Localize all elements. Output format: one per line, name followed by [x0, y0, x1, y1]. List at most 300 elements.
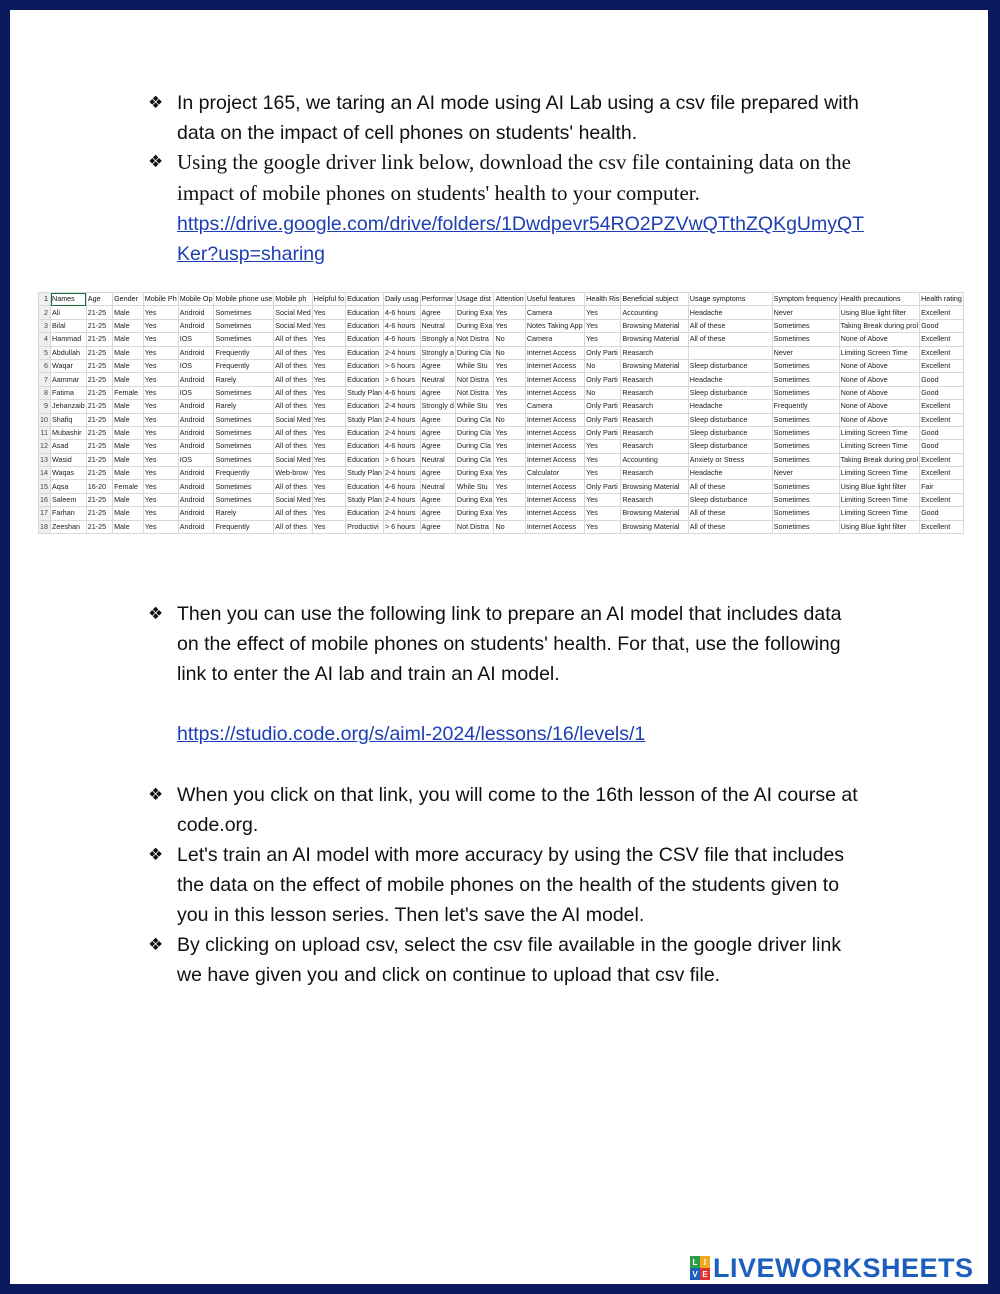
paragraph-train-model: Let's train an AI model with more accuracy by using the CSV file that includes the data on the effect of mobile phones on the health of the students given to you in this lesson series. Then let's save the AI model.: [177, 844, 845, 926]
table-cell: Good: [920, 373, 964, 386]
table-cell: Using Blue light filter: [839, 480, 920, 493]
table-cell: None of Above: [839, 333, 920, 346]
table-cell: Limiting Screen Time: [839, 507, 920, 520]
table-cell: Good: [920, 319, 964, 332]
table-cell: Education: [346, 319, 384, 332]
table-cell: Agree: [420, 426, 455, 439]
table-cell: 4-6 hours: [383, 306, 420, 319]
table-cell: No: [494, 413, 525, 426]
table-cell: Sometimes: [214, 453, 274, 466]
table-cell: Yes: [585, 493, 621, 506]
table-cell: None of Above: [839, 413, 920, 426]
table-cell: Yes: [143, 467, 178, 480]
table-cell: Headache: [688, 467, 772, 480]
table-cell: Not Distra: [455, 333, 494, 346]
row-number: 1: [39, 293, 51, 306]
table-cell: 2-4 hours: [383, 426, 420, 439]
table-cell: Male: [113, 453, 144, 466]
table-cell: Agree: [420, 413, 455, 426]
table-cell: Yes: [312, 520, 345, 533]
table-cell: Education: [346, 359, 384, 372]
header-cell: Daily usag: [383, 293, 420, 306]
diamond-bullet-icon: ❖: [148, 152, 164, 172]
table-cell: Headache: [688, 306, 772, 319]
table-cell: While Stu: [455, 480, 494, 493]
liveworksheets-wordmark: LIVEWORKSHEETS: [713, 1252, 974, 1283]
table-cell: Yes: [494, 426, 525, 439]
table-cell: All of thes: [274, 359, 313, 372]
table-cell: Sometimes: [772, 507, 839, 520]
table-cell: Waqar: [51, 359, 87, 372]
table-cell: Using Blue light filter: [839, 520, 920, 533]
table-cell: Yes: [494, 306, 525, 319]
table-cell: Sometimes: [772, 373, 839, 386]
table-cell: Asad: [51, 440, 87, 453]
table-cell: 21-25: [86, 467, 112, 480]
table-cell: All of thes: [274, 333, 313, 346]
table-cell: Frequently: [214, 346, 274, 359]
paragraph-project-intro: In project 165, we taring an AI mode using AI Lab using a csv file prepared with data on the impact of cell phones on students' health.: [177, 92, 859, 144]
paragraph-lesson-16: When you click on that link, you will come to the 16th lesson of the AI course at code.org.: [177, 784, 858, 836]
diamond-bullet-icon: ❖: [148, 935, 164, 955]
table-cell: All of these: [688, 480, 772, 493]
table-cell: Never: [772, 346, 839, 359]
table-cell: Internet Access: [525, 426, 584, 439]
table-row: [39, 507, 964, 520]
table-cell: Reasarch: [621, 426, 688, 439]
table-cell: Sometimes: [214, 306, 274, 319]
table-cell: Male: [113, 359, 144, 372]
table-cell: Yes: [312, 346, 345, 359]
table-cell: Camera: [525, 333, 584, 346]
table-cell: Yes: [494, 440, 525, 453]
table-cell: Yes: [143, 426, 178, 439]
table-cell: Yes: [494, 507, 525, 520]
table-cell: Male: [113, 400, 144, 413]
table-cell: > 6 hours: [383, 373, 420, 386]
table-cell: Headache: [688, 373, 772, 386]
table-cell: Sometimes: [214, 480, 274, 493]
table-cell: Yes: [143, 480, 178, 493]
table-cell: Never: [772, 467, 839, 480]
table-cell: Internet Access: [525, 480, 584, 493]
table-cell: Neutral: [420, 373, 455, 386]
header-cell: Helpful fo: [312, 293, 345, 306]
table-cell: Internet Access: [525, 386, 584, 399]
table-cell: Yes: [312, 373, 345, 386]
table-cell: Yes: [143, 440, 178, 453]
row-number: 12: [39, 440, 51, 453]
table-cell: Education: [346, 346, 384, 359]
table-cell: Male: [113, 373, 144, 386]
table-cell: Not Distra: [455, 373, 494, 386]
table-cell: Sometimes: [772, 359, 839, 372]
table-cell: Yes: [143, 386, 178, 399]
table-cell: While Stu: [455, 359, 494, 372]
studio-link-row: [148, 719, 868, 749]
table-cell: Male: [113, 440, 144, 453]
table-cell: Taking Break during prol: [839, 319, 920, 332]
header-cell: Gender: [113, 293, 144, 306]
table-cell: Study Plan: [346, 386, 384, 399]
table-cell: Education: [346, 426, 384, 439]
table-row: [39, 319, 964, 332]
table-cell: Limiting Screen Time: [839, 426, 920, 439]
table-cell: Internet Access: [525, 413, 584, 426]
table-cell: Sometimes: [214, 319, 274, 332]
table-cell: Education: [346, 440, 384, 453]
table-cell: No: [494, 333, 525, 346]
table-cell: 4-6 hours: [383, 440, 420, 453]
table-cell: Agree: [420, 386, 455, 399]
header-cell: Mobile phone use: [214, 293, 274, 306]
liveworksheets-logo: [690, 1253, 974, 1283]
table-cell: 21-25: [86, 333, 112, 346]
table-cell: Yes: [143, 359, 178, 372]
table-cell: Excellent: [920, 413, 964, 426]
table-cell: Sometimes: [772, 333, 839, 346]
row-number: 10: [39, 413, 51, 426]
table-cell: Camera: [525, 400, 584, 413]
table-cell: IOS: [178, 359, 214, 372]
table-cell: Fair: [920, 480, 964, 493]
table-cell: Agree: [420, 467, 455, 480]
table-cell: Yes: [312, 333, 345, 346]
table-row: [39, 493, 964, 506]
diamond-bullet-icon: ❖: [148, 845, 164, 865]
header-cell: Mobile ph: [274, 293, 313, 306]
table-cell: Male: [113, 413, 144, 426]
table-cell: Android: [178, 520, 214, 533]
table-cell: Limiting Screen Time: [839, 493, 920, 506]
table-cell: 21-25: [86, 346, 112, 359]
diamond-bullet-icon: ❖: [148, 785, 164, 805]
table-cell: Yes: [494, 386, 525, 399]
table-cell: Browsing Material: [621, 507, 688, 520]
table-cell: Female: [113, 386, 144, 399]
table-cell: Excellent: [920, 346, 964, 359]
table-cell: 4-6 hours: [383, 319, 420, 332]
table-cell: Taking Break during prol: [839, 453, 920, 466]
table-cell: Abdullah: [51, 346, 87, 359]
table-cell: Productivi: [346, 520, 384, 533]
row-number: 13: [39, 453, 51, 466]
table-cell: Accounting: [621, 453, 688, 466]
table-cell: Internet Access: [525, 493, 584, 506]
google-drive-link[interactable]: https://drive.google.com/drive/folders/1Dwdpevr54RO2PZVwQTthZQKgUmyQTKer?usp=sharing: [177, 213, 865, 265]
table-cell: Sometimes: [772, 440, 839, 453]
table-cell: Yes: [312, 413, 345, 426]
table-cell: Agree: [420, 520, 455, 533]
table-cell: Education: [346, 306, 384, 319]
row-number: 2: [39, 306, 51, 319]
table-cell: > 6 hours: [383, 359, 420, 372]
table-cell: 2-4 hours: [383, 507, 420, 520]
table-cell: Only Parti: [585, 346, 621, 359]
table-cell: Education: [346, 480, 384, 493]
table-cell: Sometimes: [772, 520, 839, 533]
row-number: 16: [39, 493, 51, 506]
table-cell: Reasarch: [621, 346, 688, 359]
header-cell: Performar: [420, 293, 455, 306]
table-cell: Reasarch: [621, 493, 688, 506]
table-cell: Sometimes: [772, 426, 839, 439]
table-cell: Good: [920, 426, 964, 439]
table-cell: Education: [346, 373, 384, 386]
table-cell: Yes: [585, 467, 621, 480]
table-cell: All of thes: [274, 400, 313, 413]
table-cell: Sometimes: [214, 440, 274, 453]
table-cell: Internet Access: [525, 453, 584, 466]
table-cell: Male: [113, 507, 144, 520]
table-cell: Excellent: [920, 400, 964, 413]
table-cell: Frequently: [214, 467, 274, 480]
table-cell: Strongly a: [420, 333, 455, 346]
table-cell: Excellent: [920, 467, 964, 480]
table-cell: Yes: [143, 520, 178, 533]
header-cell: Mobile Ph: [143, 293, 178, 306]
table-cell: Aammar: [51, 373, 87, 386]
table-cell: Notes Taking App: [525, 319, 584, 332]
table-cell: Sometimes: [214, 413, 274, 426]
table-row: [39, 333, 964, 346]
table-cell: All of thes: [274, 386, 313, 399]
badge-letter: V: [690, 1268, 700, 1280]
table-cell: Social Med: [274, 493, 313, 506]
table-cell: All of these: [688, 319, 772, 332]
table-cell: Accounting: [621, 306, 688, 319]
table-cell: Sometimes: [214, 426, 274, 439]
header-cell: Education: [346, 293, 384, 306]
table-cell: Agree: [420, 440, 455, 453]
table-cell: Yes: [312, 480, 345, 493]
table-cell: 21-25: [86, 306, 112, 319]
table-cell: Yes: [312, 319, 345, 332]
table-cell: Yes: [143, 346, 178, 359]
table-cell: Neutral: [420, 319, 455, 332]
table-cell: Camera: [525, 306, 584, 319]
table-cell: Browsing Material: [621, 359, 688, 372]
table-cell: None of Above: [839, 400, 920, 413]
table-cell: Aqsa: [51, 480, 87, 493]
table-cell: Sleep disturbance: [688, 426, 772, 439]
table-cell: Frequently: [214, 520, 274, 533]
table-cell: Yes: [312, 400, 345, 413]
table-cell: Not Distra: [455, 520, 494, 533]
table-cell: 21-25: [86, 319, 112, 332]
table-cell: Excellent: [920, 453, 964, 466]
bullet-project-intro: [148, 88, 868, 148]
table-cell: Yes: [143, 453, 178, 466]
table-cell: Sometimes: [772, 453, 839, 466]
table-cell: Male: [113, 493, 144, 506]
table-cell: During Cla: [455, 453, 494, 466]
table-cell: Wasid: [51, 453, 87, 466]
table-cell: Yes: [312, 493, 345, 506]
paragraph-prepare-model: Then you can use the following link to prepare an AI model that includes data on the effect of mobile phones on students' health. For that, use the following link to enter the AI lab and train an AI model.: [177, 603, 842, 685]
table-cell: 21-25: [86, 440, 112, 453]
table-cell: Internet Access: [525, 440, 584, 453]
table-cell: All of thes: [274, 440, 313, 453]
table-cell: Calculator: [525, 467, 584, 480]
table-cell: IOS: [178, 333, 214, 346]
table-cell: 21-25: [86, 426, 112, 439]
table-cell: IOS: [178, 386, 214, 399]
table-cell: Yes: [494, 400, 525, 413]
table-cell: Yes: [312, 386, 345, 399]
table-cell: 4-6 hours: [383, 333, 420, 346]
table-cell: 2-4 hours: [383, 467, 420, 480]
table-cell: Not Distra: [455, 386, 494, 399]
table-cell: Good: [920, 507, 964, 520]
table-cell: 2-4 hours: [383, 493, 420, 506]
table-cell: Android: [178, 413, 214, 426]
table-cell: Rarely: [214, 507, 274, 520]
table-cell: Yes: [312, 426, 345, 439]
table-cell: 21-25: [86, 373, 112, 386]
table-cell: Only Parti: [585, 413, 621, 426]
header-cell: Useful features: [525, 293, 584, 306]
table-cell: 2-4 hours: [383, 346, 420, 359]
table-cell: Male: [113, 467, 144, 480]
row-number: 3: [39, 319, 51, 332]
table-cell: Yes: [585, 333, 621, 346]
table-cell: During Exa: [455, 319, 494, 332]
table-cell: Yes: [494, 319, 525, 332]
table-cell: 21-25: [86, 453, 112, 466]
table-cell: Yes: [494, 480, 525, 493]
table-cell: Yes: [585, 319, 621, 332]
table-cell: Sleep disturbance: [688, 413, 772, 426]
code-org-studio-link[interactable]: https://studio.code.org/s/aiml-2024/lessons/16/levels/1: [177, 723, 646, 745]
table-cell: All of these: [688, 507, 772, 520]
table-cell: Android: [178, 373, 214, 386]
table-cell: Education: [346, 400, 384, 413]
table-cell: Android: [178, 319, 214, 332]
table-cell: 21-25: [86, 400, 112, 413]
table-cell: All of thes: [274, 520, 313, 533]
table-cell: Sometimes: [772, 480, 839, 493]
table-cell: 21-25: [86, 493, 112, 506]
table-cell: Jehanzaib: [51, 400, 87, 413]
diamond-bullet-icon: ❖: [148, 604, 164, 624]
table-cell: Yes: [585, 520, 621, 533]
table-cell: Using Blue light filter: [839, 306, 920, 319]
table-cell: No: [585, 386, 621, 399]
header-cell: Health precautions: [839, 293, 920, 306]
table-cell: Yes: [143, 373, 178, 386]
table-cell: Yes: [143, 306, 178, 319]
table-row: [39, 400, 964, 413]
table-cell: During Cla: [455, 440, 494, 453]
table-cell: Sleep disturbance: [688, 440, 772, 453]
table-cell: Yes: [494, 453, 525, 466]
table-cell: 21-25: [86, 507, 112, 520]
table-cell: Excellent: [920, 493, 964, 506]
table-cell: Agree: [420, 507, 455, 520]
paragraph-upload-csv: By clicking on upload csv, select the csv file available in the google driver link we have given you and click on continue to upload that csv file.: [177, 934, 842, 986]
table-cell: Waqas: [51, 467, 87, 480]
table-cell: Zeeshan: [51, 520, 87, 533]
table-cell: Internet Access: [525, 507, 584, 520]
table-cell: Study Plan: [346, 467, 384, 480]
row-number: 17: [39, 507, 51, 520]
table-cell: Never: [772, 306, 839, 319]
header-cell: Symptom frequency: [772, 293, 839, 306]
table-cell: During Exa: [455, 467, 494, 480]
table-cell: Excellent: [920, 520, 964, 533]
table-cell: 4-6 hours: [383, 386, 420, 399]
row-number: 7: [39, 373, 51, 386]
table-cell: No: [585, 359, 621, 372]
table-cell: [688, 346, 772, 359]
table-cell: 2-4 hours: [383, 400, 420, 413]
badge-letter: E: [700, 1268, 710, 1280]
table-cell: Male: [113, 319, 144, 332]
header-cell: Usage dist: [455, 293, 494, 306]
table-cell: All of thes: [274, 507, 313, 520]
table-cell: IOS: [178, 453, 214, 466]
table-cell: Android: [178, 306, 214, 319]
table-cell: Sometimes: [772, 413, 839, 426]
csv-spreadsheet-screenshot: [38, 292, 964, 538]
table-cell: Sometimes: [772, 493, 839, 506]
table-cell: Good: [920, 386, 964, 399]
table-cell: All of thes: [274, 346, 313, 359]
table-cell: 21-25: [86, 359, 112, 372]
table-cell: Android: [178, 507, 214, 520]
table-cell: Agree: [420, 306, 455, 319]
table-row: [39, 426, 964, 439]
table-cell: No: [494, 520, 525, 533]
row-number: 6: [39, 359, 51, 372]
table-cell: Android: [178, 346, 214, 359]
table-cell: Internet Access: [525, 373, 584, 386]
table-row: [39, 306, 964, 319]
table-cell: Limiting Screen Time: [839, 440, 920, 453]
table-cell: Sometimes: [772, 319, 839, 332]
table-cell: Sometimes: [214, 493, 274, 506]
table-cell: Education: [346, 333, 384, 346]
table-row: [39, 453, 964, 466]
table-cell: Only Parti: [585, 480, 621, 493]
table-cell: Yes: [143, 493, 178, 506]
row-number: 8: [39, 386, 51, 399]
table-cell: Good: [920, 440, 964, 453]
table-cell: Sleep disturbance: [688, 386, 772, 399]
table-cell: While Stu: [455, 400, 494, 413]
header-cell: Beneficial subject: [621, 293, 688, 306]
header-cell: Health rating: [920, 293, 964, 306]
table-cell: Strongly a: [420, 346, 455, 359]
table-cell: All of thes: [274, 426, 313, 439]
table-cell: > 6 hours: [383, 520, 420, 533]
table-cell: During Exa: [455, 493, 494, 506]
header-cell: Usage symptoms: [688, 293, 772, 306]
table-cell: Saleem: [51, 493, 87, 506]
table-row: [39, 346, 964, 359]
table-cell: Limiting Screen Time: [839, 346, 920, 359]
table-cell: Social Med: [274, 413, 313, 426]
table-cell: Female: [113, 480, 144, 493]
header-cell: Mobile Op: [178, 293, 214, 306]
table-cell: Social Med: [274, 453, 313, 466]
table-cell: Yes: [312, 453, 345, 466]
table-row: [39, 480, 964, 493]
table-cell: Yes: [494, 493, 525, 506]
table-cell: Hammad: [51, 333, 87, 346]
table-cell: Yes: [312, 440, 345, 453]
